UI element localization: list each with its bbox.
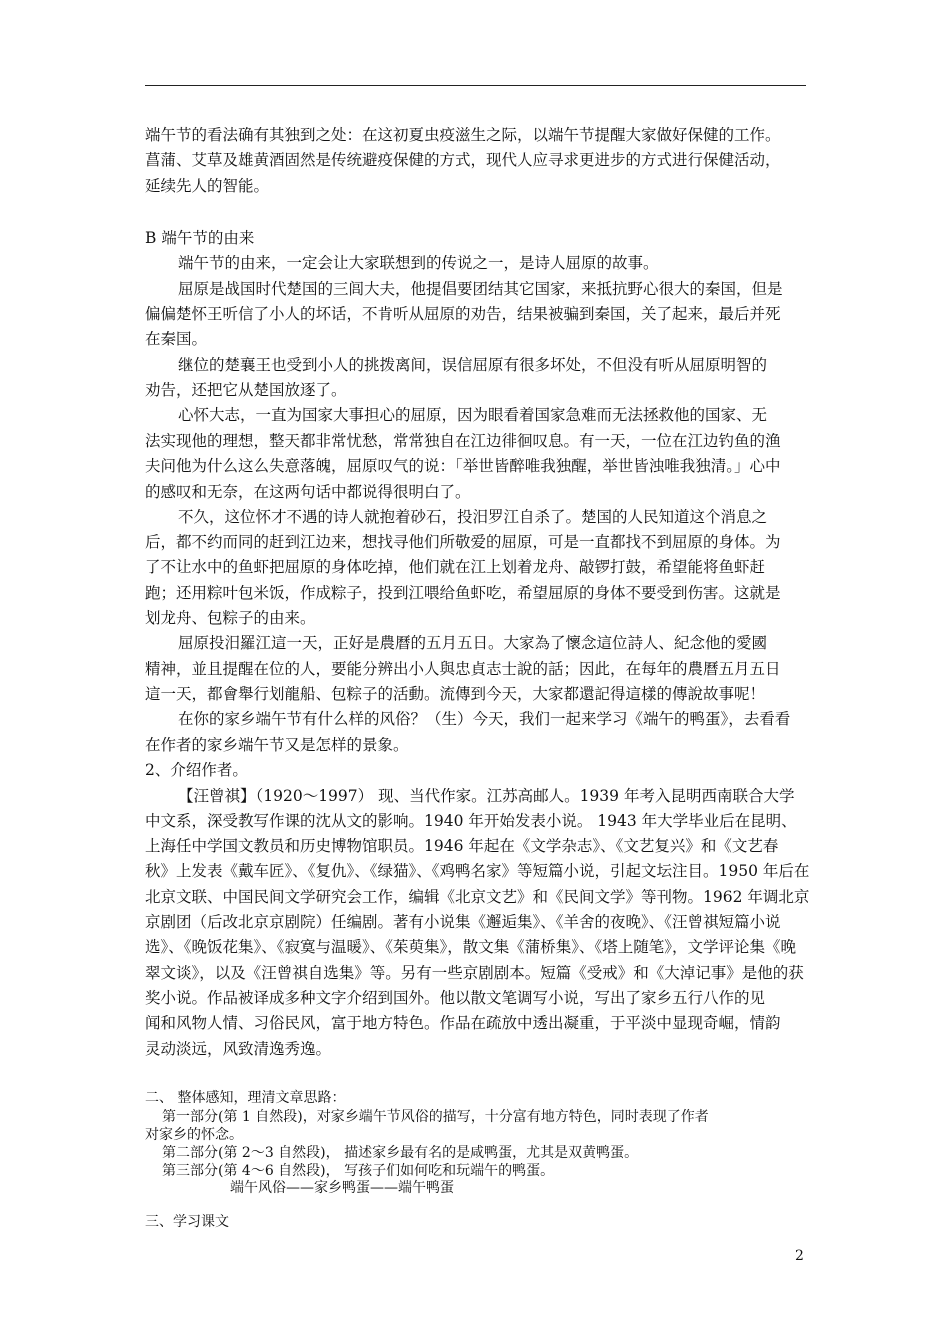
- text-line: 法实现他的理想，整天都非常忧愁，常常独自在江边徘徊叹息。有一天，一位在江边钓鱼的渔: [145, 432, 781, 450]
- text-line: 屈原投汨羅江這一天，正好是農曆的五月五日。大家為了懷念這位詩人、紀念他的愛國: [178, 634, 768, 652]
- text-line: 划龙舟、包粽子的由来。: [145, 609, 316, 627]
- text-line: 上海任中学国文教员和历史博物馆职员。1946 年起在《文学杂志》、《文艺复兴》和《文艺春: [145, 837, 779, 855]
- part-1-line: 第一部分(第 1 自然段)，对家乡端午节风俗的描写，十分富有地方特色，同时表现了作者: [162, 1109, 709, 1125]
- part-1-line: 对家乡的怀念。: [145, 1127, 243, 1143]
- text-line: 跑；还用粽叶包米饭，作成粽子，投到江喂给鱼虾吃，希望屈原的身体不要受到伤害。这就是: [145, 584, 781, 602]
- text-line: 翠文谈》，以及《汪曾祺自选集》等。另有一些京剧剧本。短篇《受戒》和《大淖记事》是他的获: [145, 964, 804, 982]
- text-line: 在你的家乡端午节有什么样的风俗？（生）今天，我们一起来学习《端午的鸭蛋》，去看看: [178, 710, 791, 728]
- text-line: 夫问他为什么这么失意落魄，屈原叹气的说：「举世皆醉唯我独醒，举世皆浊唯我独清。」心中: [145, 457, 781, 475]
- text-line: 了不让水中的鱼虾把屈原的身体吃掉，他们就在江上划着龙舟、敲锣打鼓，希望能将鱼虾赶: [145, 558, 766, 576]
- text-line: 端午节的由来，一定会让大家联想到的传说之一，是诗人屈原的故事。: [178, 254, 659, 272]
- section-b-heading: B 端午节的由来: [145, 229, 255, 247]
- text-line: 闻和风物人情、习俗民风，富于地方特色。作品在疏放中透出凝重，于平淡中显现奇崛，情韵: [145, 1014, 781, 1032]
- part-3-line: 第三部分(第 4～6 自然段)， 写孩子们如何吃和玩端午的鸭蛋。: [162, 1163, 555, 1179]
- text-line: 后，都不约而同的赶到江边来，想找寻他们所敬爱的屈原，可是一直都找不到屈原的身体。为: [145, 533, 781, 551]
- text-line: 【汪曾祺】（1920～1997） 现、当代作家。江苏高邮人。1939 年考入昆明西南联合大学: [178, 787, 795, 805]
- author-heading: 2、介绍作者。: [145, 761, 248, 779]
- text-line: 中文系，深受教写作课的沈从文的影响。1940 年开始发表小说。 1943 年大学毕业后在昆明、: [145, 812, 797, 830]
- text-line: 不久，这位怀才不遇的诗人就抱着砂石，投汨罗江自杀了。楚国的人民知道这个消息之: [178, 508, 768, 526]
- text-line: 京剧团（后改北京京剧院）任编剧。著有小说集《邂逅集》、《羊舍的夜晚》、《汪曾祺短篇小说: [145, 913, 781, 931]
- structure-heading: 二、 整体感知，理清文章思路：: [145, 1090, 346, 1106]
- text-line: 在秦国。: [145, 330, 208, 348]
- text-line: 精神，並且提醒在位的人，要能分辨出小人與忠貞志士說的話；因此，在每年的農曆五月五日: [145, 660, 781, 678]
- text-line: 灵动淡远，风致清逸秀逸。: [145, 1040, 332, 1058]
- text-line: 北京文联、中国民间文学研究会工作，编辑《北京文艺》和《民间文学》等刊物。1962 年调北京: [145, 888, 810, 906]
- text-line: 劝告，还把它从楚国放逐了。: [145, 381, 347, 399]
- text-line: 秋》上发表《戴车匠》、《复仇》、《绿猫》、《鸡鸭名家》等短篇小说，引起文坛注目。1950 年后在: [145, 862, 810, 880]
- part-2-line: 第二部分(第 2～3 自然段)， 描述家乡最有名的是咸鸭蛋，尤其是双黄鸭蛋。: [162, 1145, 639, 1161]
- text-line: 這一天，都會舉行划龍船、包粽子的活動。流傳到今天，大家都還記得這樣的傳說故事呢！: [145, 685, 766, 703]
- text-line: 在作者的家乡端午节又是怎样的景象。: [145, 736, 409, 754]
- page-number: 2: [795, 1248, 804, 1264]
- text-line: 的感叹和无奈，在这两句话中都说得很明白了。: [145, 483, 471, 501]
- structure-summary: 端午风俗——家乡鸭蛋——端午鸭蛋: [230, 1180, 454, 1196]
- text-line: 继位的楚襄王也受到小人的挑拨离间，误信屈原有很多坏处，不但没有听从屈原明智的: [178, 356, 768, 374]
- text-line: 心怀大志，一直为国家大事担心的屈原，因为眼看着国家急难而无法拯救他的国家、无: [178, 406, 768, 424]
- text-line: 屈原是战国时代楚国的三闾大夫，他提倡要团结其它国家，来抵抗野心很大的秦国，但是: [178, 280, 783, 298]
- text-line: 菖蒲、艾草及雄黄酒固然是传统避疫保健的方式，现代人应寻求更进步的方式进行保健活动，: [145, 151, 781, 169]
- text-line: 奖小说。作品被译成多种文字介绍到国外。他以散文笔调写小说，写出了家乡五行八作的见: [145, 989, 766, 1007]
- text-line: 端午节的看法确有其独到之处：在这初夏虫疫滋生之际，以端午节提醒大家做好保健的工作。: [145, 126, 781, 144]
- text-line: 选》、《晚饭花集》、《寂寞与温暖》、《茱萸集》，散文集《蒲桥集》、《塔上随笔》，文学评论集《晚: [145, 938, 797, 956]
- text-line: 偏偏楚怀王听信了小人的坏话，不肯听从屈原的劝告，结果被骗到秦国，关了起来，最后并死: [145, 305, 781, 323]
- study-heading: 三、学习课文: [145, 1214, 229, 1230]
- text-line: 延续先人的智能。: [145, 177, 270, 195]
- header-rule: [145, 85, 806, 86]
